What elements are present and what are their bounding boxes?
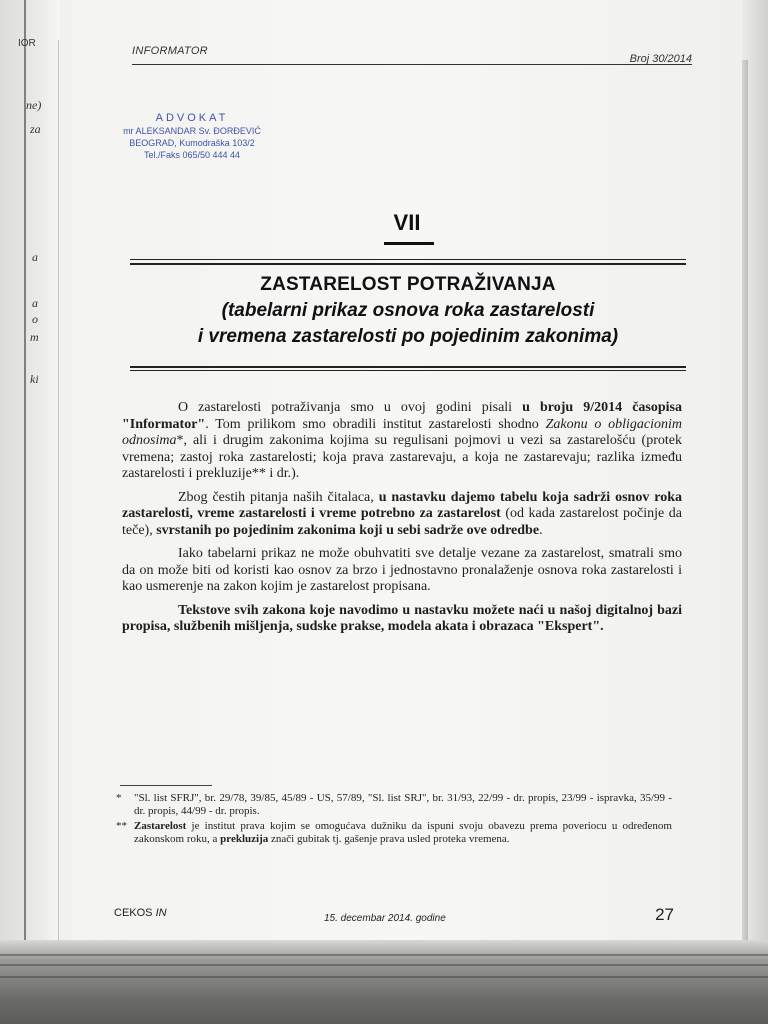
text-run: Zbog čestih pitanja naših čitalaca, bbox=[178, 489, 379, 505]
footnote-mark: * bbox=[116, 792, 122, 804]
paragraph bbox=[122, 400, 682, 483]
paragraph: Iako tabelarni prikaz ne može obuhvatiti sve detalje vezane za zastarelost, smatrali smo da on može biti od koristi kao osnov za brzo i jednostavno pronalaženje osnova roka zastarelosti i kao usmerenje na zakon kojim je zastarelost propisana. bbox=[122, 546, 682, 594]
footer-brand bbox=[114, 907, 167, 919]
footer-date: 15. decembar 2014. godine bbox=[324, 913, 446, 924]
text-run-bold: u broju 9/2014 časopisa "Informator" bbox=[122, 400, 682, 432]
text-run: znači gubitak tj. gašenje prava usled proteka vremena. bbox=[268, 833, 510, 845]
text-run: O zastarelosti potraživanja smo u ovoj godini pisali bbox=[178, 400, 523, 415]
footnote bbox=[116, 820, 672, 846]
article-title bbox=[130, 272, 686, 350]
footnotes bbox=[116, 792, 672, 848]
paragraph bbox=[122, 603, 682, 636]
text-run-bold: Tekstove svih zakona koje navodimo u nastavku možete naći u našoj digitalnoj bazi propisa, službenih mišljenja, sudske prakse, modela akata i obrazaca "Ekspert". bbox=[122, 602, 682, 634]
footnote-separator bbox=[120, 785, 212, 786]
binding-fold-line bbox=[58, 40, 59, 940]
page-stack-line bbox=[0, 964, 768, 966]
text-run: *, ali i drugim zakonima kojima su regulisani pojmovi u vezi sa zastarelošću (protek vremena; zastoj roka zastarelosti; koja prava zastarevaju, a koja ne zastarevaju; razlika između zastarelosti i prekluzije** i dr.). bbox=[122, 433, 682, 481]
title-rule bbox=[130, 259, 686, 260]
title-rule bbox=[130, 366, 686, 368]
chapter-underline bbox=[384, 242, 434, 245]
subtitle-line: i vremena zastarelosti po pojedinim zakonima) bbox=[197, 326, 619, 347]
subtitle-line: (tabelarni prikaz osnova roka zastarelosti bbox=[221, 300, 595, 321]
previous-page-edge bbox=[0, 0, 60, 960]
margin-fragment: IOR bbox=[18, 38, 36, 49]
text-run-italic: Zakonu o obligacionim odnosima bbox=[122, 416, 682, 448]
margin-fragment: ne) bbox=[26, 98, 42, 112]
margin-fragment: o bbox=[32, 312, 38, 326]
footnote-mark: ** bbox=[116, 820, 127, 832]
lawyer-stamp bbox=[92, 112, 292, 160]
margin-fragment: ki bbox=[30, 372, 39, 386]
text-run-bold: prekluzija bbox=[220, 833, 269, 845]
title-line: ZASTARELOST POTRAŽIVANJA bbox=[260, 274, 556, 295]
page-stack-line bbox=[0, 954, 768, 956]
margin-fragment: a bbox=[32, 250, 38, 264]
text-run: je institut prava kojim se omogućava dužniku da ispuni svoju obavezu prema poveriocu u određenom zakonskom roku, a bbox=[134, 820, 672, 845]
stamp-line: mr ALEKSANDAR Sv. ĐORĐEVIĆ bbox=[123, 126, 261, 136]
footnote-text: "Sl. list SFRJ", br. 29/78, 39/85, 45/89 - US, 57/89, "Sl. list SRJ", br. 31/93, 22/99 - dr. propis, 23/99 - ispravka, 35/99 - dr. propis, 44/99 - dr. propis. bbox=[134, 792, 672, 817]
publication-name: INFORMATOR bbox=[132, 45, 208, 57]
page-number: 27 bbox=[655, 905, 674, 924]
chapter-number: VII bbox=[393, 210, 421, 235]
stamp-line: BEOGRAD, Kumodraška 103/2 bbox=[129, 138, 255, 148]
margin-fragment: m bbox=[30, 330, 39, 344]
page-stack-line bbox=[0, 976, 768, 978]
margin-fragment: a bbox=[32, 296, 38, 310]
scan-bottom-edge bbox=[0, 940, 768, 1024]
brand-text: CEKOS bbox=[114, 907, 153, 919]
text-run: . Tom prilikom smo obradili institut zastarelosti shodno bbox=[205, 416, 546, 432]
text-run-bold: svrstanih po pojedinim zakonima koji u sebi sadrže ove odredbe bbox=[156, 522, 540, 538]
page-right-edge bbox=[742, 60, 748, 940]
stamp-line: Tel./Faks 065/50 444 44 bbox=[143, 150, 241, 160]
article-body bbox=[122, 400, 682, 643]
text-run: (od kada zastarelost počinje da teče), bbox=[122, 506, 682, 538]
issue-number: Broj 30/2014 bbox=[629, 53, 692, 65]
margin-fragment: za bbox=[30, 122, 41, 136]
stamp-line: ADVOKAT bbox=[155, 112, 229, 124]
text-run: . bbox=[539, 522, 543, 538]
running-header bbox=[132, 40, 692, 65]
footnote bbox=[116, 792, 672, 818]
paragraph bbox=[122, 490, 682, 540]
brand-suffix: IN bbox=[155, 907, 167, 919]
running-footer bbox=[114, 903, 674, 933]
binding-shadow-line bbox=[24, 0, 26, 960]
title-rule bbox=[130, 263, 686, 265]
title-rule bbox=[130, 370, 686, 371]
text-run-bold: u nastavku dajemo tabelu koja sadrži osnov roka zastarelosti, vreme zastarelosti i vreme potrebno za zastarelost bbox=[122, 489, 683, 521]
document-page bbox=[72, 0, 742, 945]
text-run-bold: Zastarelost bbox=[134, 820, 187, 832]
